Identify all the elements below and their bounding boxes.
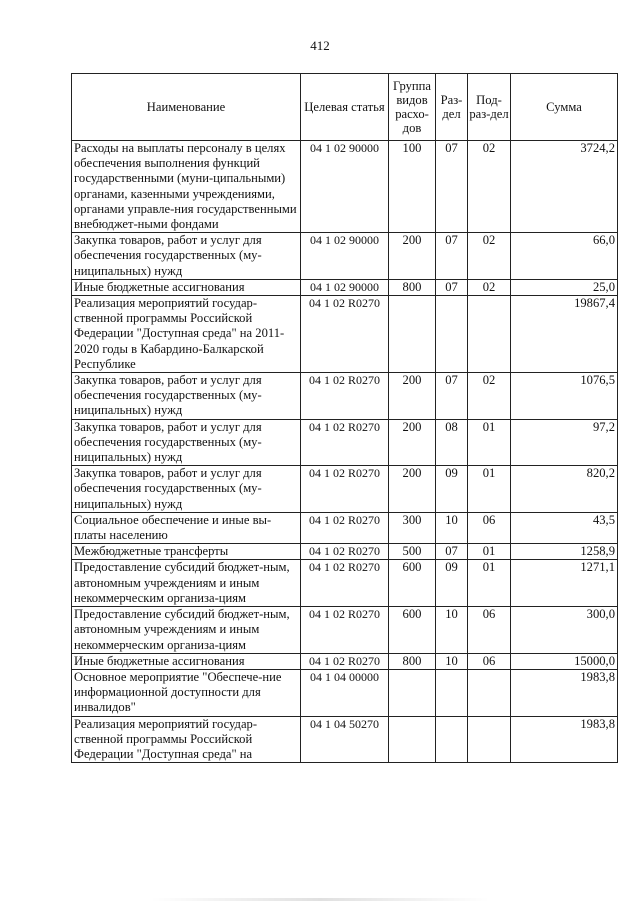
- row-target-code: 04 1 02 R0270: [301, 653, 389, 669]
- row-expense-group: 200: [389, 466, 436, 513]
- row-sum: 19867,4: [511, 296, 618, 373]
- row-target-code: 04 1 02 90000: [301, 233, 389, 280]
- row-expense-group: 600: [389, 560, 436, 607]
- row-target-code: 04 1 02 R0270: [301, 607, 389, 654]
- row-subsection: 02: [468, 279, 511, 295]
- row-target-code: 04 1 02 R0270: [301, 296, 389, 373]
- row-expense-group: 300: [389, 512, 436, 543]
- row-section: 07: [436, 279, 468, 295]
- row-expense-group: 800: [389, 653, 436, 669]
- row-name: Иные бюджетные ассигнования: [72, 653, 301, 669]
- row-expense-group: 800: [389, 279, 436, 295]
- table-header-row: [72, 74, 618, 141]
- row-target-code: 04 1 02 R0270: [301, 373, 389, 420]
- row-sum: 1271,1: [511, 560, 618, 607]
- row-target-code: 04 1 04 50270: [301, 716, 389, 763]
- table-row: [72, 296, 618, 373]
- row-subsection: 02: [468, 233, 511, 280]
- row-sum: 15000,0: [511, 653, 618, 669]
- row-sum: 300,0: [511, 607, 618, 654]
- row-sum: 1983,8: [511, 716, 618, 763]
- row-target-code: 04 1 02 R0270: [301, 512, 389, 543]
- row-sum: 25,0: [511, 279, 618, 295]
- row-target-code: 04 1 02 R0270: [301, 544, 389, 560]
- page-number: 412: [310, 38, 330, 53]
- table-row: [72, 669, 618, 716]
- row-section: 10: [436, 607, 468, 654]
- budget-table: [71, 73, 618, 763]
- row-expense-group: 600: [389, 607, 436, 654]
- row-sum: 820,2: [511, 466, 618, 513]
- table-row: [72, 373, 618, 420]
- row-expense-group: [389, 296, 436, 373]
- row-sum: 66,0: [511, 233, 618, 280]
- header-subsection: Под-раз-дел: [468, 74, 511, 141]
- row-sum: 1983,8: [511, 669, 618, 716]
- table-row: [72, 419, 618, 466]
- table-row: [72, 560, 618, 607]
- row-section: [436, 669, 468, 716]
- table-row: [72, 544, 618, 560]
- table-row: [72, 141, 618, 233]
- row-subsection: 01: [468, 544, 511, 560]
- row-name: Закупка товаров, работ и услуг для обеспечения государственных (му-ниципальных) нужд: [72, 466, 301, 513]
- row-section: 07: [436, 544, 468, 560]
- row-section: 09: [436, 560, 468, 607]
- row-expense-group: [389, 669, 436, 716]
- row-subsection: 06: [468, 653, 511, 669]
- row-section: 08: [436, 419, 468, 466]
- row-section: [436, 716, 468, 763]
- header-name: Наименование: [72, 74, 301, 141]
- table-row: [72, 607, 618, 654]
- row-name: Межбюджетные трансферты: [72, 544, 301, 560]
- row-expense-group: [389, 716, 436, 763]
- row-subsection: 01: [468, 466, 511, 513]
- table-row: [72, 716, 618, 763]
- row-section: 07: [436, 373, 468, 420]
- row-target-code: 04 1 02 R0270: [301, 560, 389, 607]
- row-name: Закупка товаров, работ и услуг для обеспечения государственных (му-ниципальных) нужд: [72, 419, 301, 466]
- row-name: Иные бюджетные ассигнования: [72, 279, 301, 295]
- table-row: [72, 653, 618, 669]
- header-expense-group: Группа видов расхо-дов: [389, 74, 436, 141]
- row-name: Реализация мероприятий государ-ственной программы Российской Федерации "Доступная среда" на 2011-2020 годы в Кабардино-Балкарской Республике: [72, 296, 301, 373]
- row-expense-group: 200: [389, 373, 436, 420]
- row-subsection: 02: [468, 141, 511, 233]
- row-subsection: 06: [468, 607, 511, 654]
- header-sum: Сумма: [511, 74, 618, 141]
- header-section: Раз-дел: [436, 74, 468, 141]
- scan-shadow: [150, 898, 490, 901]
- table-row: [72, 512, 618, 543]
- row-target-code: 04 1 02 R0270: [301, 419, 389, 466]
- row-expense-group: 200: [389, 419, 436, 466]
- row-name: Расходы на выплаты персоналу в целях обеспечения выполнения функций государственными (муни-ципальными) органами, казенными учреждениями, органами управле-ния государственными внебюджет-ными фондами: [72, 141, 301, 233]
- table-row: [72, 233, 618, 280]
- row-name: Реализация мероприятий государ-ственной программы Российской Федерации "Доступная среда" на: [72, 716, 301, 763]
- row-section: [436, 296, 468, 373]
- row-name: Закупка товаров, работ и услуг для обеспечения государственных (му-ниципальных) нужд: [72, 233, 301, 280]
- row-section: 10: [436, 512, 468, 543]
- row-name: Основное мероприятие "Обеспече-ние информационной доступности для инвалидов": [72, 669, 301, 716]
- row-subsection: [468, 669, 511, 716]
- row-section: 07: [436, 141, 468, 233]
- row-sum: 43,5: [511, 512, 618, 543]
- header-target-article: Целевая статья: [301, 74, 389, 141]
- row-name: Предоставление субсидий бюджет-ным, автономным учреждениям и иным некоммерческим организа-циям: [72, 560, 301, 607]
- row-subsection: [468, 296, 511, 373]
- row-target-code: 04 1 02 90000: [301, 141, 389, 233]
- row-target-code: 04 1 02 90000: [301, 279, 389, 295]
- row-section: 07: [436, 233, 468, 280]
- row-subsection: 01: [468, 419, 511, 466]
- row-expense-group: 500: [389, 544, 436, 560]
- row-expense-group: 100: [389, 141, 436, 233]
- row-section: 10: [436, 653, 468, 669]
- row-sum: 1076,5: [511, 373, 618, 420]
- row-subsection: [468, 716, 511, 763]
- row-name: Предоставление субсидий бюджет-ным, автономным учреждениям и иным некоммерческим организа-циям: [72, 607, 301, 654]
- row-subsection: 02: [468, 373, 511, 420]
- row-subsection: 01: [468, 560, 511, 607]
- row-sum: 97,2: [511, 419, 618, 466]
- table-row: [72, 279, 618, 295]
- row-subsection: 06: [468, 512, 511, 543]
- row-expense-group: 200: [389, 233, 436, 280]
- row-target-code: 04 1 02 R0270: [301, 466, 389, 513]
- row-name: Закупка товаров, работ и услуг для обеспечения государственных (му-ниципальных) нужд: [72, 373, 301, 420]
- row-section: 09: [436, 466, 468, 513]
- table-row: [72, 466, 618, 513]
- row-sum: 3724,2: [511, 141, 618, 233]
- row-name: Социальное обеспечение и иные вы-платы населению: [72, 512, 301, 543]
- row-sum: 1258,9: [511, 544, 618, 560]
- row-target-code: 04 1 04 00000: [301, 669, 389, 716]
